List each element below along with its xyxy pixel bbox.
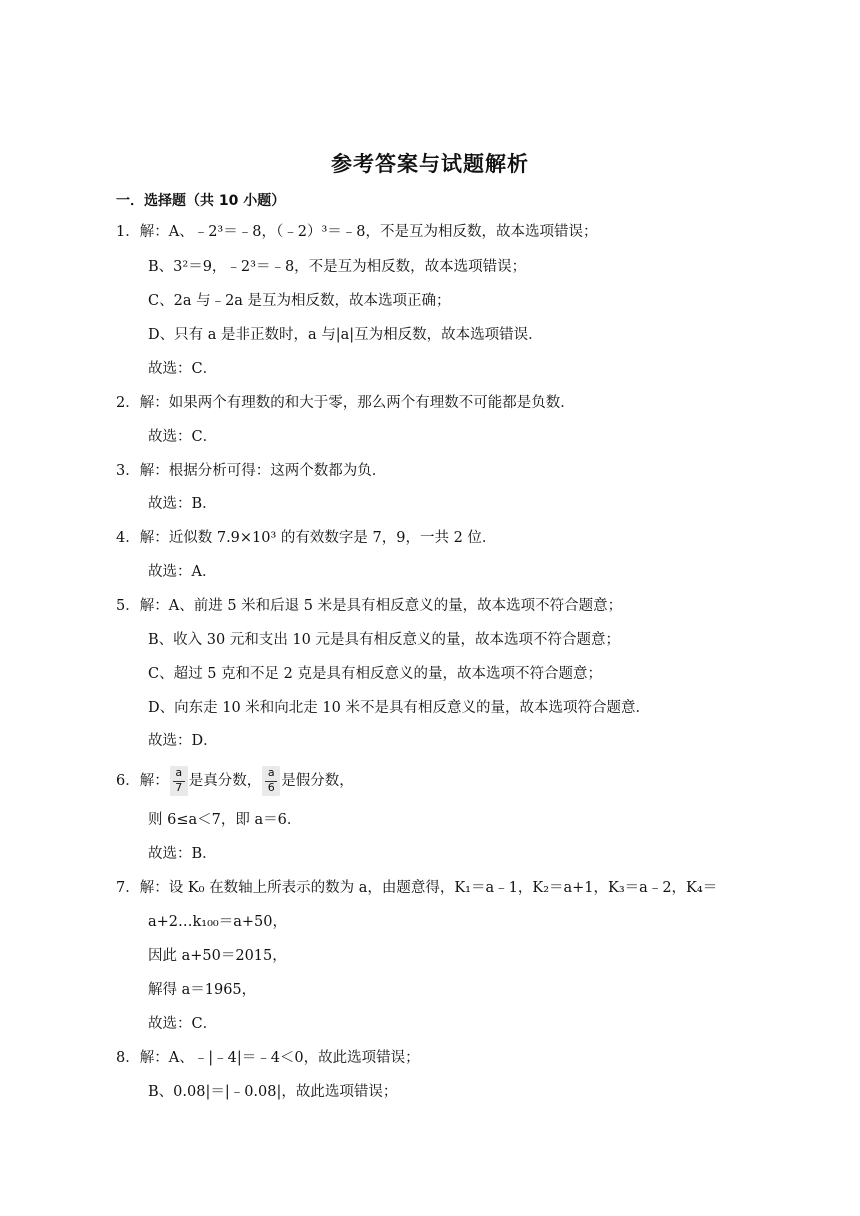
question-number: 1． bbox=[116, 224, 140, 240]
fraction-a-over-6 bbox=[262, 766, 280, 796]
solution-text: 解：A、﹣|﹣4|＝﹣4＜0，故此选项错误； bbox=[139, 1050, 420, 1066]
question-7-line-1 bbox=[116, 878, 717, 898]
solution-text: 解：A、前进 5 米和后退 5 米是具有相反意义的量，故本选项不符合题意； bbox=[139, 598, 623, 614]
question-6-answer: 故选：B． bbox=[148, 846, 217, 862]
question-3-answer: 故选：B． bbox=[148, 496, 217, 512]
fraction-numerator: a bbox=[175, 766, 183, 779]
fraction-a-over-7 bbox=[170, 766, 188, 796]
question-1-line-4: D、只有 a 是非正数时，a 与|a|互为相反数，故本选项错误． bbox=[148, 327, 543, 343]
question-6-line-1 bbox=[116, 766, 354, 796]
solution-text: 解：如果两个有理数的和大于零，那么两个有理数不可能都是负数． bbox=[139, 395, 575, 411]
question-1-line-2: B、3²＝9，﹣2³＝﹣8，不是互为相反数，故本选项错误； bbox=[148, 259, 527, 275]
question-5-line-3: C、超过 5 克和不足 2 克是具有相反意义的量，故本选项不符合题意； bbox=[148, 666, 602, 682]
question-number: 2． bbox=[116, 395, 140, 411]
question-1-answer: 故选：C． bbox=[148, 361, 218, 377]
question-5-answer: 故选：D． bbox=[148, 733, 218, 749]
question-7-line-2: a+2…k₁₀₀＝a+50， bbox=[148, 914, 287, 930]
question-2-line-1 bbox=[116, 393, 575, 413]
question-2-answer: 故选：C． bbox=[148, 429, 218, 445]
question-7-line-3: 因此 a+50＝2015， bbox=[148, 948, 287, 964]
question-number: 7． bbox=[116, 880, 140, 896]
solution-text: 解：设 K₀ 在数轴上所表示的数为 a，由题意得，K₁＝a﹣1，K₂＝a+1，K₃＝a﹣2，K₄＝ bbox=[139, 880, 718, 896]
solution-text: 解：根据分析可得：这两个数都为负． bbox=[139, 463, 387, 479]
solution-text: 解：近似数 7.9×10³ 的有效数字是 7，9，一共 2 位． bbox=[139, 530, 497, 546]
fraction-denominator: 6 bbox=[267, 781, 275, 794]
question-4-line-1 bbox=[116, 528, 496, 548]
question-number: 8． bbox=[116, 1050, 140, 1066]
solution-text: 解： bbox=[139, 773, 169, 789]
question-3-line-1 bbox=[116, 461, 386, 481]
fraction-numerator: a bbox=[267, 766, 275, 779]
solution-text: 是假分数， bbox=[281, 773, 354, 789]
question-6-line-2: 则 6≤a＜7，即 a＝6． bbox=[148, 812, 302, 828]
question-number: 4． bbox=[116, 530, 140, 546]
question-number: 5． bbox=[116, 598, 140, 614]
question-number: 6． bbox=[116, 773, 140, 789]
question-5-line-4: D、向东走 10 米和向北走 10 米不是具有相反意义的量，故本选项符合题意． bbox=[148, 700, 650, 716]
question-4-answer: 故选：A． bbox=[148, 564, 217, 580]
question-7-answer: 故选：C． bbox=[148, 1016, 218, 1032]
question-8-line-1 bbox=[116, 1048, 420, 1068]
fraction-denominator: 7 bbox=[175, 781, 183, 794]
question-8-line-2: B、0.08|＝|﹣0.08|，故此选项错误； bbox=[148, 1084, 398, 1100]
solution-text: 解：A、﹣2³＝﹣8，（﹣2）³＝﹣8，不是互为相反数，故本选项错误； bbox=[139, 224, 598, 240]
question-1-line-3: C、2a 与﹣2a 是互为相反数，故本选项正确； bbox=[148, 293, 451, 309]
question-7-line-4: 解得 a＝1965， bbox=[148, 982, 257, 998]
page-title: 参考答案与试题解析 bbox=[331, 152, 529, 176]
solution-text: 是真分数， bbox=[188, 773, 262, 789]
section-heading: 一．选择题（共 10 小题） bbox=[116, 193, 286, 209]
question-5-line-1 bbox=[116, 596, 622, 616]
question-1-line-1 bbox=[116, 222, 597, 242]
question-5-line-2: B、收入 30 元和支出 10 元是具有相反意义的量，故本选项不符合题意； bbox=[148, 632, 620, 648]
question-number: 3． bbox=[116, 463, 140, 479]
